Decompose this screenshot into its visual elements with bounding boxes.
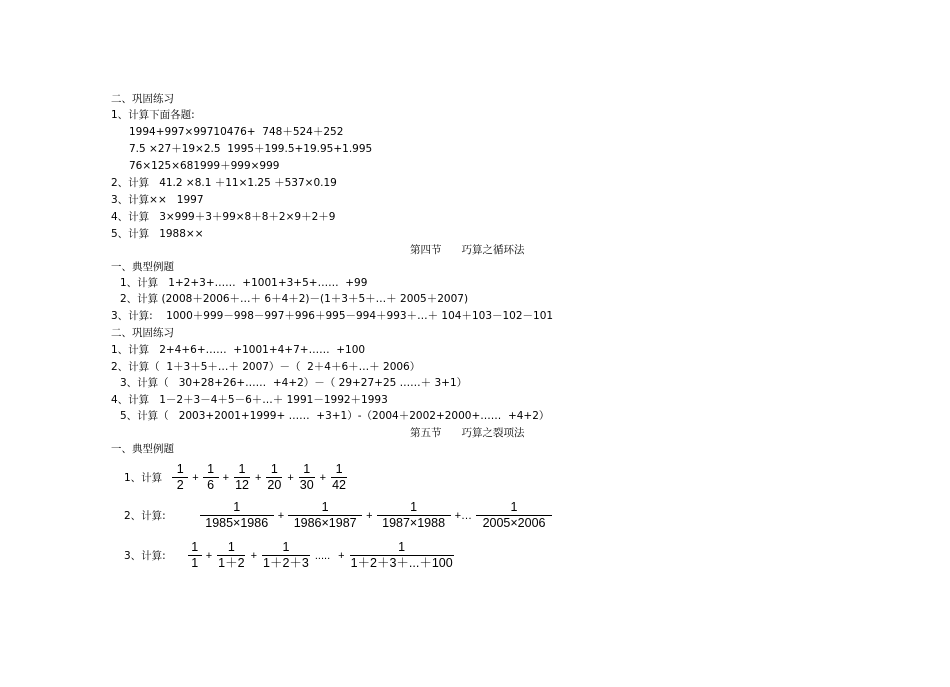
denominator: 2 [176, 478, 184, 492]
fraction-question-2 [124, 500, 552, 531]
line-18: 4、计算 1－2＋3－4＋5－6＋…＋ 1991－1992＋1993 [111, 394, 388, 406]
numerator: 1 [377, 500, 451, 516]
plus-sign: + [254, 471, 262, 484]
line-14: 二、巩固练习 [111, 327, 174, 339]
fraction [188, 540, 202, 571]
fraction [172, 462, 188, 493]
numerator: 1 [200, 500, 274, 516]
plus-sign: + [192, 471, 199, 484]
fraction [476, 500, 552, 531]
line-16: 2、计算（ 1＋3＋5＋…＋ 2007）－（ 2＋4＋6＋…＋ 2006） [111, 361, 421, 373]
denominator: 30 [299, 478, 314, 492]
numerator: 1 [350, 540, 454, 556]
numerator: 1 [476, 500, 552, 516]
denominator: 20 [267, 478, 282, 492]
plus-sign: + [222, 471, 230, 484]
line-11: 1、计算 1+2+3+…… +1001+3+5+…… +99 [120, 277, 368, 289]
fraction [261, 540, 311, 571]
denominator: 12 [235, 478, 249, 492]
plus-sign: + [319, 471, 327, 484]
fraction [233, 462, 251, 493]
denominator: 1＋2＋3 [263, 556, 309, 570]
numerator: 1 [288, 500, 362, 516]
line-1: 1、计算下面各题: [111, 109, 195, 121]
denominator: 1＋2＋3＋...＋100 [350, 556, 453, 570]
fraction [377, 500, 451, 531]
line-19: 5、计算（ 2003+2001+1999+ …… +3+1）-（2004＋2002+2000+…… +4+2） [120, 410, 550, 422]
ellipsis: +… [454, 509, 473, 522]
line-15: 1、计算 2+4+6+…… +1001+4+7+…… +100 [111, 344, 366, 356]
numerator: 1 [266, 462, 282, 478]
line-4: 76×125×681999＋999×999 [129, 160, 280, 172]
fraction [203, 462, 219, 493]
line-3: 7.5 ×27＋19×2.5 1995＋199.5+19.95+1.995 [129, 143, 373, 155]
question-label: 3、计算: [124, 550, 166, 562]
line-17: 3、计算（ 30+28+26+…… +4+2）－（ 29+27+25 ……＋ 3+1） [120, 377, 468, 389]
line-10: 一、典型例题 [111, 261, 174, 273]
fraction [298, 462, 316, 493]
numerator: 1 [188, 540, 202, 556]
line-8: 5、计算 1988×× [111, 228, 204, 240]
numerator: 1 [203, 462, 219, 478]
denominator: 1＋2 [218, 556, 245, 570]
fraction-question-3 [124, 540, 455, 571]
denominator: 1 [191, 556, 199, 570]
question-label: 1、计算 [124, 472, 163, 484]
fraction [288, 500, 362, 531]
plus-sign: + [287, 471, 294, 484]
question-label: 2、计算: [124, 510, 166, 522]
denominator: 6 [207, 478, 215, 492]
denominator: 2005×2006 [482, 516, 546, 530]
line-0: 二、巩固练习 [111, 93, 174, 105]
line-12: 2、计算 (2008＋2006＋…＋ 6＋4＋2)－(1＋3＋5＋…＋ 2005＋2007) [120, 293, 469, 305]
numerator: 1 [331, 462, 347, 478]
line-5: 2、计算 41.2 ×8.1 ＋11×1.25 ＋537×0.19 [111, 177, 337, 189]
plus-sign: + [205, 549, 213, 562]
numerator: 1 [262, 540, 310, 556]
fraction [330, 462, 348, 493]
plus-sign: + [366, 509, 373, 522]
fraction [349, 540, 455, 571]
line-2: 1994+997×99710476+ 748＋524＋252 [129, 126, 344, 138]
numerator: 1 [172, 462, 188, 478]
fraction-question-1 [124, 462, 348, 493]
plus-sign: + [250, 549, 257, 562]
fraction [265, 462, 283, 493]
numerator: 1 [234, 462, 250, 478]
section-title-4: 第四节 巧算之循环法 [410, 244, 525, 256]
plus-sign: + [338, 549, 345, 562]
numerator: 1 [299, 462, 315, 478]
denominator: 1986×1987 [293, 516, 357, 530]
line-6: 3、计算×× 1997 [111, 194, 204, 206]
denominator: 1985×1986 [205, 516, 269, 530]
denominator: 42 [332, 478, 346, 492]
line-7: 4、计算 3×999＋3＋99×8＋8＋2×9＋2＋9 [111, 211, 336, 223]
section-title-5: 第五节 巧算之裂项法 [410, 427, 525, 439]
fraction [200, 500, 274, 531]
plus-sign: + [277, 509, 285, 522]
ellipsis: ..... [314, 549, 331, 562]
numerator: 1 [217, 540, 245, 556]
denominator: 1987×1988 [382, 516, 446, 530]
line-13: 3、计算: 1000＋999－998－997＋996＋995－994＋993＋…＋ 104＋103－102－101 [111, 310, 554, 322]
fraction [216, 540, 246, 571]
line-21: 一、典型例题 [111, 443, 174, 455]
